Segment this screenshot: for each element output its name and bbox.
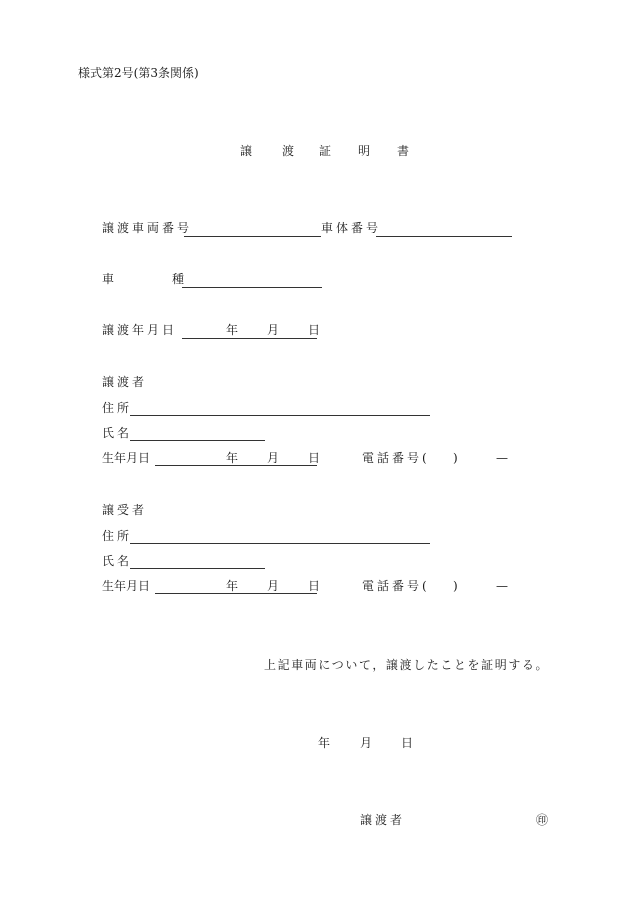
transfer-day-label: 日 (308, 323, 321, 337)
transferee-phone-label: 電話番号( (362, 579, 430, 593)
transferor-phone-close-paren: ) (453, 451, 458, 465)
transferee-address-field[interactable] (130, 543, 430, 544)
signer-label: 譲渡者 (360, 813, 406, 827)
transferor-phone-dash: — (496, 451, 508, 465)
transferee-month-label: 月 (267, 579, 280, 593)
certification-statement: 上記車両について，譲渡したことを証明する。 (264, 658, 550, 672)
vehicle-reg-label: 譲渡車両番号 (102, 221, 193, 235)
transferor-phone-label: 電話番号( (362, 451, 430, 465)
title-char-3: 証 (319, 144, 332, 158)
transferor-dob-field[interactable] (155, 465, 317, 466)
vehicle-type-field[interactable] (182, 287, 322, 288)
transferor-name-label: 氏名 (102, 426, 133, 440)
transferee-day-label: 日 (308, 579, 321, 593)
title-char-2: 渡 (282, 144, 295, 158)
title-char-5: 書 (397, 144, 410, 158)
title-char-4: 明 (358, 144, 371, 158)
transferor-name-field[interactable] (130, 440, 265, 441)
transfer-date-field[interactable] (182, 338, 317, 339)
transferor-address-field[interactable] (130, 415, 430, 416)
transferee-phone-close-paren: ) (453, 579, 458, 593)
transfer-year-label: 年 (226, 323, 239, 337)
vehicle-type-label-1: 車 (102, 272, 115, 286)
transferor-address-label: 住所 (102, 401, 133, 415)
transferee-dob-field[interactable] (155, 593, 317, 594)
sign-year-label: 年 (318, 736, 331, 750)
transferee-address-label: 住所 (102, 529, 133, 543)
transferor-year-label: 年 (226, 451, 239, 465)
chassis-label: 車体番号 (321, 221, 382, 235)
vehicle-type-label-2: 種 (172, 272, 185, 286)
transferor-dob-label: 生年月日 (102, 451, 151, 465)
transfer-month-label: 月 (267, 323, 280, 337)
transferee-dob-label: 生年月日 (102, 579, 151, 593)
transferor-heading: 譲渡者 (102, 375, 148, 389)
transferee-heading: 譲受者 (102, 503, 148, 517)
chassis-field[interactable] (376, 236, 512, 237)
transferee-name-field[interactable] (130, 568, 265, 569)
transferee-name-label: 氏名 (102, 554, 133, 568)
transferee-year-label: 年 (226, 579, 239, 593)
transferor-day-label: 日 (308, 451, 321, 465)
sign-day-label: 日 (401, 736, 414, 750)
seal-mark: ㊞ (536, 813, 549, 827)
transfer-date-label: 譲渡年月日 (102, 323, 178, 337)
transferee-phone-dash: — (496, 579, 508, 593)
transferor-month-label: 月 (267, 451, 280, 465)
title-char-1: 譲 (240, 144, 253, 158)
sign-month-label: 月 (360, 736, 373, 750)
vehicle-reg-field[interactable] (184, 236, 321, 237)
form-number: 様式第2号(第3条関係) (78, 66, 199, 80)
